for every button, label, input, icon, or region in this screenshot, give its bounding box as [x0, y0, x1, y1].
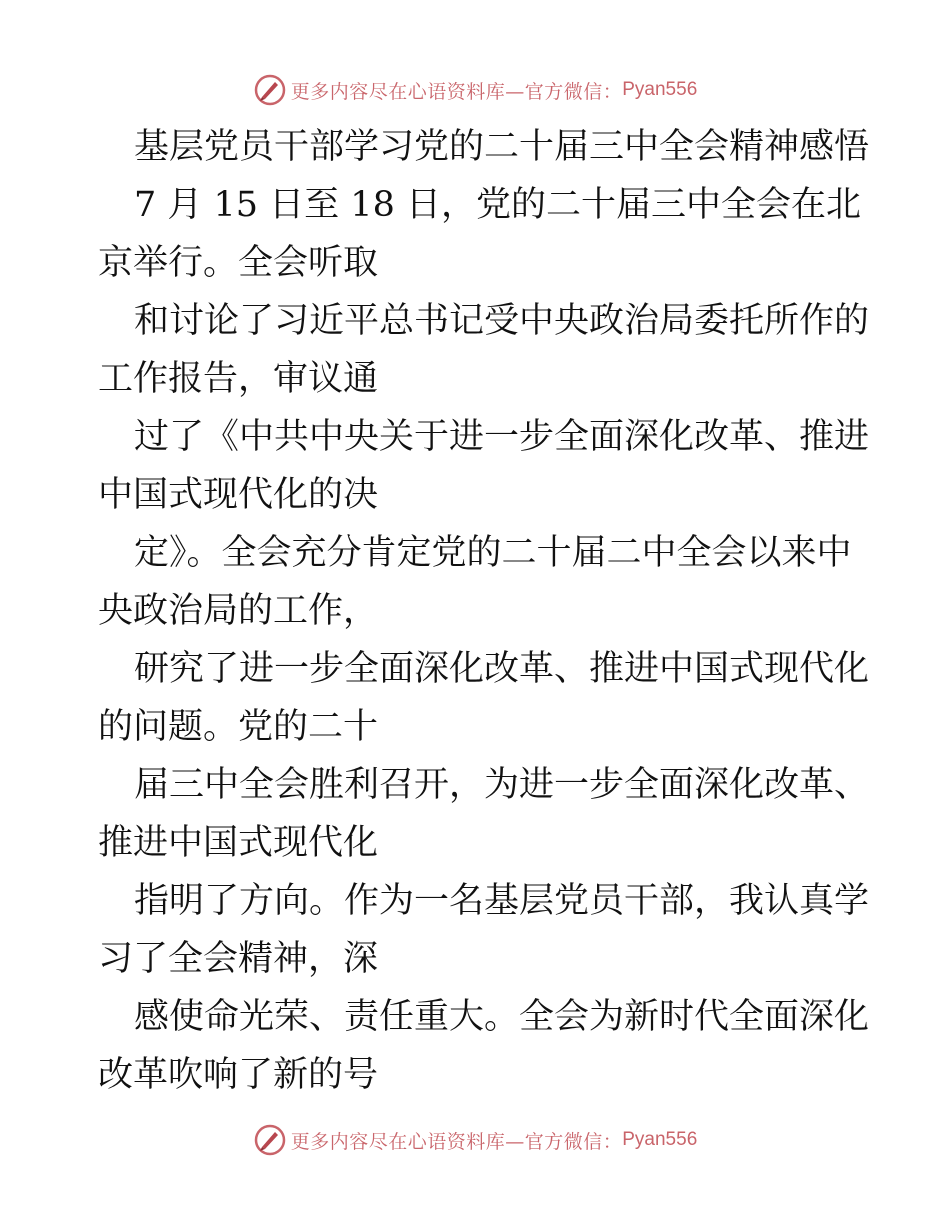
paragraph-line: 习了全会精神，深 [98, 939, 379, 979]
document-title: 基层党员干部学习党的二十届三中全会精神感悟 [134, 127, 870, 167]
paragraph-line: 和讨论了习近平总书记受中央政治局委托所作的 [134, 301, 870, 341]
paragraph-line: 央政治局的工作， [98, 591, 379, 631]
watermark-text: 更多内容尽在心语资料库—官方微信： [290, 80, 623, 103]
paragraph-line: 届三中全会胜利召开，为进一步全面深化改革、 [134, 765, 870, 805]
paragraph-line: 的问题。党的二十 [98, 707, 379, 747]
paragraph-line: 中国式现代化的决 [98, 475, 379, 515]
paragraph-line: 推进中国式现代化 [98, 823, 379, 863]
paragraph-line: 改革吹响了新的号 [98, 1055, 379, 1095]
pen-logo-icon [253, 1123, 287, 1157]
paragraph-line: 7 月 15 日至 18 日，党的二十届三中全会在北 [134, 185, 861, 225]
watermark-wechat-id: Pyan556 [622, 1129, 698, 1150]
watermark-wechat-id: Pyan556 [622, 79, 698, 100]
paragraph-line: 工作报告，审议通 [98, 359, 379, 399]
paragraph-line: 指明了方向。作为一名基层党员干部，我认真学 [134, 881, 870, 921]
paragraph-line: 京举行。全会听取 [98, 243, 379, 283]
paragraph-line: 过了《中共中央关于进一步全面深化改革、推进 [134, 417, 870, 457]
footer-watermark [0, 1120, 950, 1160]
paragraph-line: 感使命光荣、责任重大。全会为新时代全面深化 [134, 997, 870, 1037]
document-body [98, 118, 870, 1104]
watermark-text: 更多内容尽在心语资料库—官方微信： [290, 1130, 623, 1153]
paragraph-line: 定》。全会充分肯定党的二十届二中全会以来中 [134, 533, 852, 573]
pen-logo-icon [253, 73, 287, 107]
header-watermark [0, 70, 950, 110]
paragraph-line: 研究了进一步全面深化改革、推进中国式现代化 [134, 649, 870, 689]
